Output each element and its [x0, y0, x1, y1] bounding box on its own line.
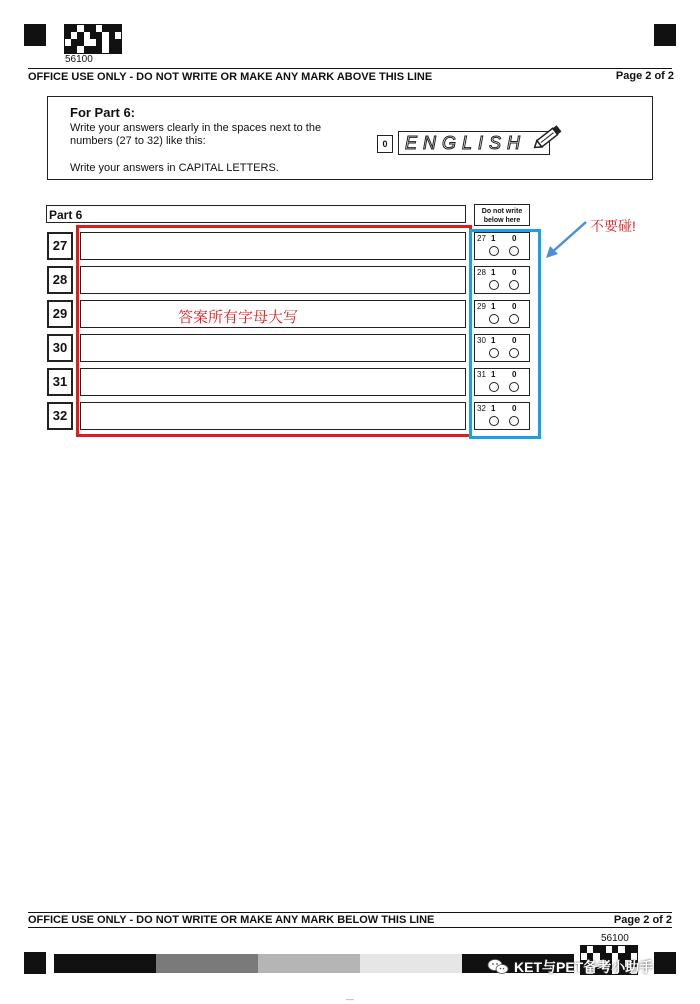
answer-area-highlight [76, 225, 472, 437]
marking-zero-label: 0 [512, 370, 517, 379]
question-number: 29 [47, 300, 73, 328]
bottom-page-number: Page 2 of 2 [613, 914, 672, 926]
marking-number: 31 [477, 370, 486, 379]
marking-number: 32 [477, 404, 486, 413]
registration-mark-top-right [654, 24, 676, 46]
top-office-notice: OFFICE USE ONLY - DO NOT WRITE OR MAKE ANY MARK ABOVE THIS LINE [28, 71, 433, 83]
marking-one-label: 1 [491, 268, 496, 277]
marking-one-label: 1 [491, 302, 496, 311]
instructions-line-2: numbers (27 to 32) like this: [70, 135, 206, 147]
instructions-line-1: Write your answers clearly in the spaces next to the [70, 122, 322, 134]
bottom-office-notice: OFFICE USE ONLY - DO NOT WRITE OR MAKE ANY MARK BELOW THIS LINE [28, 914, 435, 926]
registration-mark-bottom-right [654, 952, 676, 974]
instructions-box [47, 96, 653, 180]
top-office-line [28, 68, 672, 69]
top-barcode [64, 24, 122, 54]
marking-one-label: 1 [491, 370, 496, 379]
marking-number: 28 [477, 268, 486, 277]
watermark-text: KET与PET备考小助手 [514, 959, 654, 975]
part-title: Part 6 [46, 205, 466, 223]
top-page-number: Page 2 of 2 [615, 70, 674, 82]
arrow-icon [542, 218, 590, 262]
example-answer: ENGLISH [405, 133, 527, 153]
watermark [487, 957, 653, 977]
marking-number: 29 [477, 302, 486, 311]
registration-mark-bottom-left [24, 952, 46, 974]
question-number: 32 [47, 402, 73, 430]
marking-one-label: 1 [491, 234, 496, 243]
question-number: 31 [47, 368, 73, 396]
bottom-office-line [28, 927, 672, 928]
page-bottom-marker: — [346, 995, 354, 1004]
marking-number: 27 [477, 234, 486, 243]
example-number: 0 [377, 135, 393, 153]
do-not-write-line-2: below here [483, 217, 521, 224]
pencil-icon [531, 122, 565, 152]
do-not-touch-note: 不要碰! [590, 218, 636, 234]
form-code: 56100 [65, 54, 93, 65]
capital-letters-note: 答案所有字母大写 [178, 309, 299, 326]
marking-one-label: 1 [491, 336, 496, 345]
marking-zero-label: 0 [512, 302, 517, 311]
marking-one-label: 1 [491, 404, 496, 413]
bottom-form-code: 56100 [601, 933, 629, 944]
marking-zero-label: 0 [512, 404, 517, 413]
marking-zero-label: 0 [512, 234, 517, 243]
example-answer-box [398, 131, 550, 155]
do-not-write-line-1: Do not write [481, 208, 523, 215]
calibration-bar-light-grey [360, 954, 462, 973]
question-number: 27 [47, 232, 73, 260]
marking-number: 30 [477, 336, 486, 345]
marking-zero-label: 0 [512, 268, 517, 277]
bottom-office-line-top [28, 912, 672, 913]
marking-zero-label: 0 [512, 336, 517, 345]
registration-mark-top-left [24, 24, 46, 46]
do-not-write-label [474, 204, 530, 226]
instructions-line-3: Write your answers in CAPITAL LETTERS. [70, 162, 279, 174]
question-number: 30 [47, 334, 73, 362]
calibration-bar-dark-grey [156, 954, 258, 973]
question-number: 28 [47, 266, 73, 294]
calibration-bar-black [54, 954, 156, 973]
calibration-bar-mid-grey [258, 954, 360, 973]
wechat-icon [487, 958, 509, 976]
instructions-title: For Part 6: [70, 105, 136, 120]
marking-area-highlight [469, 229, 541, 439]
